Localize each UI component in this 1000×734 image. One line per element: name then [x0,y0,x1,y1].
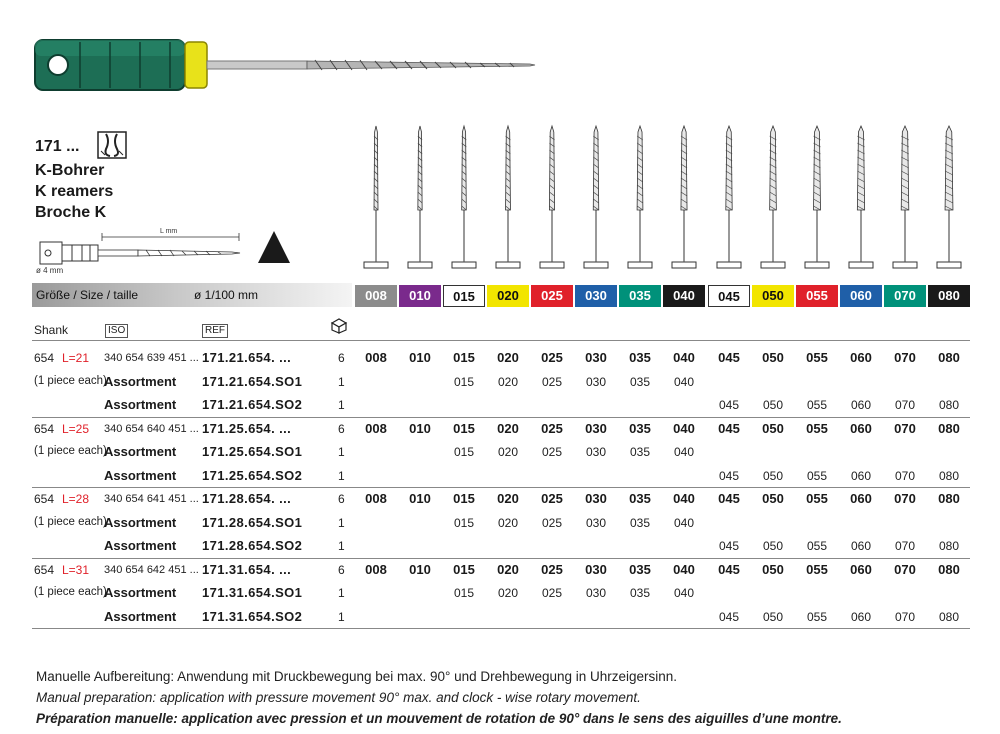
size-value: 030 [585,420,607,436]
shank-value: 654 [34,562,55,577]
instrument-drawing-050 [761,126,785,268]
ref-number: 171.28.654. ... [202,491,292,506]
header-iso: ISO [105,324,128,338]
piece-note: (1 piece each) [34,445,107,457]
group-divider [32,558,970,559]
quantity-value: 1 [338,468,345,483]
size-value: 070 [894,420,916,436]
quantity-value: 1 [338,609,345,624]
size-value: 015 [453,561,475,577]
size-chip-030: 030 [575,285,617,307]
iso-number: 340 654 640 451 ... [104,422,199,435]
quantity-value: 6 [338,351,345,365]
ref-number: 171.31.654. ... [202,561,292,577]
length-value: L=28 [62,492,90,506]
size-value: 070 [894,491,916,506]
reamer-symbol-icon [97,131,127,159]
size-value: 040 [673,515,695,530]
instrument-drawing-055 [805,126,829,268]
iso-number: 340 654 641 451 ... [104,493,199,505]
size-value: 025 [541,586,563,600]
size-value: 020 [497,420,519,436]
size-value: 035 [629,586,651,600]
size-value: 008 [365,350,387,365]
size-value: 080 [938,398,960,412]
size-value: 015 [453,350,475,365]
size-value: 055 [806,398,828,412]
size-chip-040: 040 [663,285,705,307]
size-value: 008 [365,561,387,577]
size-chip-050: 050 [752,285,794,307]
header-shank: Shank [34,323,69,337]
size-value: 030 [585,350,607,365]
instrument-drawing-010 [408,126,432,268]
length-value: L=21 [62,351,90,365]
size-value: 060 [850,350,872,365]
size-value: 030 [585,445,607,459]
size-chip-045: 045 [708,285,750,307]
length-value: L=31 [62,562,90,577]
size-value: 060 [850,539,872,553]
size-chip-055: 055 [796,285,838,307]
size-value: 080 [938,420,960,436]
size-value: 080 [938,609,960,624]
size-value: 055 [806,539,828,553]
size-value: 050 [762,539,784,553]
product-name-de: K-Bohrer [35,162,105,179]
size-value: 045 [718,539,740,553]
quantity-value: 1 [338,445,345,459]
size-value: 050 [762,561,784,577]
size-value: 035 [629,515,651,530]
header-ref: REF [202,324,228,338]
ref-number: 171.25.654. ... [202,420,292,436]
triangle-cross-section-icon [256,229,292,265]
size-value: 080 [938,468,960,483]
size-value: 030 [585,374,607,389]
size-value: 055 [806,609,828,624]
instrument-drawing-015 [452,126,476,268]
instrument-technical-diagram [34,225,244,275]
row-name: Assortment [104,514,177,530]
quantity-value: 6 [338,562,345,577]
diagram-diameter-label: ø 4 mm [36,266,64,275]
diagram-length-label: L mm [160,228,178,235]
size-value: 020 [497,350,519,365]
size-value: 015 [453,515,475,530]
k-reamer-instrument-illustration [30,30,540,100]
length-value: L=25 [62,421,90,436]
group-divider [32,628,970,629]
size-value: 045 [718,398,740,412]
iso-number: 340 654 642 451 ... [104,563,199,576]
size-value: 050 [762,491,784,506]
size-value: 040 [673,561,695,577]
size-value: 080 [938,561,960,577]
instrument-drawing-040 [672,126,696,268]
size-value: 010 [409,350,431,365]
size-value: 070 [894,398,916,412]
size-value: 050 [762,350,784,365]
size-value: 040 [673,586,695,600]
size-value: 060 [850,398,872,412]
group-divider [32,417,970,418]
size-value: 025 [541,445,563,459]
size-value: 030 [585,561,607,577]
size-value: 010 [409,561,431,577]
size-value: 080 [938,539,960,553]
size-value: 045 [718,561,740,577]
row-name: Assortment [104,467,177,483]
product-code: 171 ... [35,138,80,155]
size-value: 070 [894,609,916,624]
footer-fr: Préparation manuelle: application avec pression et un mouvement de rotation de 90° dans le sens des aiguilles d’une montre. [36,711,842,726]
ref-number: 171.25.654.SO2 [202,467,303,483]
table-header-divider [32,340,970,341]
row-name: Assortment [104,585,177,600]
size-value: 060 [850,609,872,624]
size-value: 055 [806,491,828,506]
row-name: Assortment [104,608,177,624]
size-value: 040 [673,374,695,389]
size-value: 055 [806,350,828,365]
shank-value: 654 [34,492,55,506]
size-value: 040 [673,445,695,459]
size-value: 050 [762,420,784,436]
size-value: 008 [365,491,387,506]
row-name: Assortment [104,397,177,412]
quantity-value: 6 [338,492,345,506]
size-value: 020 [497,374,519,389]
quantity-value: 1 [338,586,345,600]
size-value: 070 [894,539,916,553]
quantity-value: 1 [338,398,345,412]
size-chip-020: 020 [487,285,529,307]
quantity-value: 1 [338,374,345,389]
instrument-drawing-020 [496,126,520,268]
size-value: 008 [365,420,387,436]
quantity-value: 6 [338,421,345,436]
instrument-size-drawings [350,120,980,280]
product-name-fr: Broche K [35,204,107,221]
shank-value: 654 [34,351,55,365]
size-chip-070: 070 [884,285,926,307]
size-value: 050 [762,609,784,624]
size-value: 015 [453,374,475,389]
piece-note: (1 piece each) [34,515,107,528]
ref-number: 171.28.654.SO1 [202,514,303,530]
size-unit: ø 1/100 mm [194,288,259,302]
size-value: 015 [453,491,475,506]
shank-value: 654 [34,421,55,436]
size-value: 060 [850,561,872,577]
size-value: 055 [806,468,828,483]
instrument-drawing-045 [717,126,741,268]
size-chip-035: 035 [619,285,661,307]
size-value: 025 [541,491,563,506]
size-label: Größe / Size / taille [36,288,139,302]
size-value: 010 [409,491,431,506]
row-name: Assortment [104,538,177,553]
size-value: 025 [541,350,563,365]
size-value: 050 [762,398,784,412]
size-chip-008: 008 [355,285,397,307]
size-value: 080 [938,350,960,365]
size-chip-010: 010 [399,285,441,307]
size-chip-060: 060 [840,285,882,307]
size-chip-080: 080 [928,285,970,307]
quantity-value: 1 [338,515,345,530]
package-icon [330,318,348,334]
size-value: 045 [718,468,740,483]
ref-number: 171.21.654.SO1 [202,373,303,389]
size-value: 025 [541,374,563,389]
size-value: 045 [718,491,740,506]
size-value: 070 [894,561,916,577]
instrument-drawing-080 [937,126,961,268]
size-value: 020 [497,515,519,530]
size-value: 060 [850,468,872,483]
ref-number: 171.21.654. ... [202,350,292,365]
quantity-value: 1 [338,539,345,553]
size-value: 035 [629,374,651,389]
size-value: 025 [541,420,563,436]
size-value: 035 [629,491,651,506]
size-value: 070 [894,468,916,483]
instrument-drawing-035 [628,126,652,268]
size-value: 035 [629,350,651,365]
ref-number: 171.25.654.SO1 [202,444,303,459]
size-value: 025 [541,561,563,577]
size-value: 040 [673,491,695,506]
row-name: Assortment [104,373,177,389]
size-value: 030 [585,586,607,600]
instrument-drawing-025 [540,126,564,268]
size-value: 015 [453,586,475,600]
instrument-drawing-008 [364,126,388,268]
size-value: 030 [585,491,607,506]
size-value: 020 [497,445,519,459]
size-value: 055 [806,420,828,436]
piece-note: (1 piece each) [34,586,107,598]
size-value: 045 [718,420,740,436]
size-value: 020 [497,586,519,600]
instrument-drawing-060 [849,126,873,268]
iso-number: 340 654 639 451 ... [104,352,199,364]
size-value: 050 [762,468,784,483]
instrument-drawing-030 [584,126,608,268]
size-value: 015 [453,420,475,436]
footer-de: Manuelle Aufbereitung: Anwendung mit Druckbewegung bei max. 90° und Drehbewegung in Uhrzeigersinn. [36,669,678,684]
instrument-drawing-070 [893,126,917,268]
ref-number: 171.28.654.SO2 [202,538,303,553]
ref-number: 171.31.654.SO2 [202,608,303,624]
size-value: 020 [497,561,519,577]
size-value: 045 [718,350,740,365]
piece-note: (1 piece each) [34,374,107,387]
size-value: 010 [409,420,431,436]
product-name-en: K reamers [35,183,114,200]
ref-number: 171.21.654.SO2 [202,397,303,412]
size-value: 080 [938,491,960,506]
size-value: 035 [629,420,651,436]
size-chip-015: 015 [443,285,485,307]
size-value: 040 [673,350,695,365]
size-value: 045 [718,609,740,624]
row-name: Assortment [104,444,177,459]
size-value: 040 [673,420,695,436]
size-value: 060 [850,420,872,436]
size-value: 060 [850,491,872,506]
ref-number: 171.31.654.SO1 [202,585,303,600]
size-value: 030 [585,515,607,530]
size-value: 070 [894,350,916,365]
size-chip-025: 025 [531,285,573,307]
size-value: 025 [541,515,563,530]
size-value: 020 [497,491,519,506]
size-value: 035 [629,445,651,459]
footer-en: Manual preparation: application with pressure movement 90° max. and clock - wise rotary movement. [36,690,641,705]
size-value: 055 [806,561,828,577]
group-divider [32,487,970,488]
size-value: 015 [453,445,475,459]
size-value: 035 [629,561,651,577]
size-bar [32,283,352,307]
